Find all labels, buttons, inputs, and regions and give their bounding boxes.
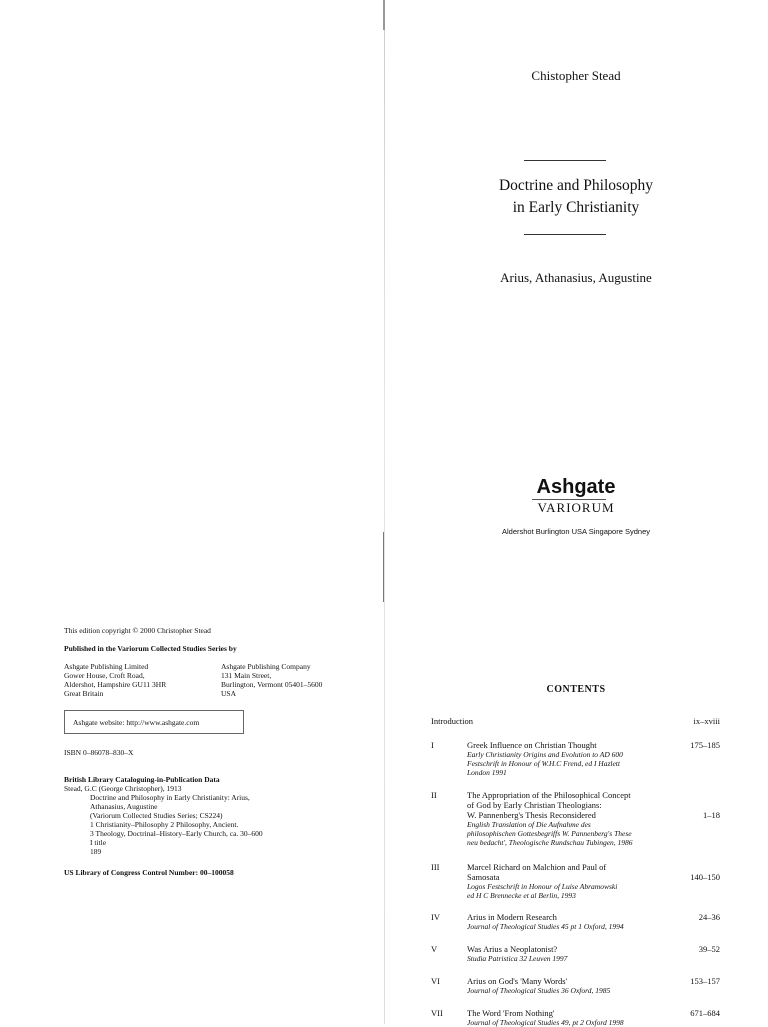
toc-entry-title: of God by Early Christian Theologians: xyxy=(467,800,602,810)
toc-entry-source: Journal of Theological Studies 45 pt 1 Oxford, 1994 xyxy=(467,922,624,931)
isbn: ISBN 0–86078–830–X xyxy=(64,748,134,757)
address-line: Ashgate Publishing Company xyxy=(221,662,311,671)
cip-line: 1 Christianity–Philosophy 2 Philosophy, Ancient. xyxy=(90,820,239,829)
toc-entry-pages: 140–150 xyxy=(690,872,720,882)
gutter-mark xyxy=(383,0,385,30)
toc-entry-source: London 1991 xyxy=(467,768,507,777)
address-uk xyxy=(64,662,166,698)
toc-entry xyxy=(467,1008,697,1027)
cip-line: I title xyxy=(90,838,107,847)
address-line: Aldershot, Hampshire GU11 3HR xyxy=(64,680,167,689)
toc-intro-pages: ix–xviii xyxy=(693,716,720,726)
address-line: 131 Main Street, xyxy=(221,671,272,680)
toc-entry xyxy=(467,740,697,777)
address-line: Great Britain xyxy=(64,689,104,698)
address-line: Gower House, Croft Road, xyxy=(64,671,145,680)
publisher-logo: Ashgate xyxy=(536,476,616,498)
toc-entry-number: IV xyxy=(431,912,440,922)
address-line: Burlington, Vermont 05401–5600 xyxy=(221,680,323,689)
toc-entry-source: neu bedacht', Theologische Rundschau Tubingen, 1986 xyxy=(467,838,633,847)
divider xyxy=(524,234,606,235)
toc-entry-source: Journal of Theological Studies 36 Oxford, 1985 xyxy=(467,986,611,995)
cip-line: Doctrine and Philosophy in Early Christianity: Arius, xyxy=(90,793,250,802)
toc-entry-pages: 175–185 xyxy=(690,740,720,750)
toc-entry-number: II xyxy=(431,790,437,800)
toc-entry-title: Was Arius a Neoplatonist? xyxy=(467,944,558,954)
contents-heading: CONTENTS xyxy=(546,684,606,695)
publisher-imprint: VARIORUM xyxy=(537,500,615,515)
divider xyxy=(524,160,606,161)
address-line: USA xyxy=(221,689,237,698)
copyright-line: This edition copyright © 2000 Christopher Stead xyxy=(64,626,211,635)
title-line: in Early Christianity xyxy=(512,199,640,216)
toc-intro-label: Introduction xyxy=(431,716,474,726)
toc-entry-title: The Word 'From Nothing' xyxy=(467,1008,555,1018)
address-us xyxy=(221,662,322,698)
toc-entry-number: VI xyxy=(431,976,440,986)
toc-entry-number: V xyxy=(431,944,438,954)
toc-entry-source: philosophischen Gottesbegriffs W. Pannenberg's These xyxy=(467,829,632,838)
cip-heading: British Library Cataloguing-in-Publication Data xyxy=(64,775,220,784)
toc-entry-number: I xyxy=(431,740,434,750)
toc-entry-pages: 39–52 xyxy=(698,944,720,954)
toc-entry-title: Arius on God's 'Many Words' xyxy=(467,976,568,986)
toc-entry-pages: 153–157 xyxy=(690,976,720,986)
toc-entry-source: ed H C Brennecke et al Berlin, 1993 xyxy=(467,891,576,900)
toc-entry xyxy=(467,944,697,963)
toc-entry-source: Early Christianity Origins and Evolution to AD 600 xyxy=(467,750,623,759)
author-name: Chistopher Stead xyxy=(531,68,621,83)
published-in-line: Published in the Variorum Collected Studies Series by xyxy=(64,644,237,653)
website-box: Ashgate website: http://www.ashgate.com xyxy=(64,710,244,734)
toc-entry-title: The Appropriation of the Philosophical Concept xyxy=(467,790,631,800)
cip-line: 189 xyxy=(90,847,102,856)
toc-entry-title: W. Pannenberg's Thesis Reconsidered xyxy=(467,810,596,820)
toc-entry xyxy=(467,790,697,847)
cip-block xyxy=(64,784,263,856)
toc-entry-title: Samosata xyxy=(467,872,500,882)
address-line: Ashgate Publishing Limited xyxy=(64,662,149,671)
toc-entry xyxy=(467,976,697,995)
book-subtitle: Arius, Athanasius, Augustine xyxy=(500,270,652,285)
cip-line: 3 Theology, Doctrinal–History–Early Church, ca. 30–600 xyxy=(90,829,263,838)
toc-entry-pages: 671–684 xyxy=(690,1008,720,1018)
toc-entry-source: Journal of Theological Studies 49, pt 2 Oxford 1998 xyxy=(467,1018,624,1027)
cip-line: Athanasius, Augustine xyxy=(90,802,158,811)
publisher-cities: Aldershot Burlington USA Singapore Sydney xyxy=(501,527,650,536)
toc-entry-number: VII xyxy=(431,1008,443,1018)
toc-entry xyxy=(467,912,697,931)
toc-entry-title: Marcel Richard on Malchion and Paul of xyxy=(467,862,607,872)
toc-entry-source: Logos Festschrift in Honour of Luise Abramowski xyxy=(467,882,618,891)
loc-number: US Library of Congress Control Number: 00–100058 xyxy=(64,868,234,877)
gutter-mark xyxy=(383,532,384,602)
toc-entry-title: Greek Influence on Christian Thought xyxy=(467,740,597,750)
toc-entry-pages: 1–18 xyxy=(703,810,720,820)
toc-entry-source: English Translation of Die Aufnahme des xyxy=(467,820,591,829)
toc-entry-source: Festschrift in Honour of W.H.C Frend, ed I Hazlett xyxy=(467,759,620,768)
toc-entry-pages: 24–36 xyxy=(698,912,720,922)
toc-entry-source: Studia Patristica 32 Leuven 1997 xyxy=(467,954,568,963)
title-line: Doctrine and Philosophy xyxy=(498,177,654,194)
book-title xyxy=(384,175,768,219)
toc-entry-title: Arius in Modern Research xyxy=(467,912,557,922)
toc-entry-number: III xyxy=(431,862,440,872)
toc-entry xyxy=(467,862,697,900)
cip-line: Stead, G.C (George Christopher), 1913 xyxy=(64,784,182,793)
cip-line: (Variorum Collected Studies Series; CS224) xyxy=(90,811,223,820)
